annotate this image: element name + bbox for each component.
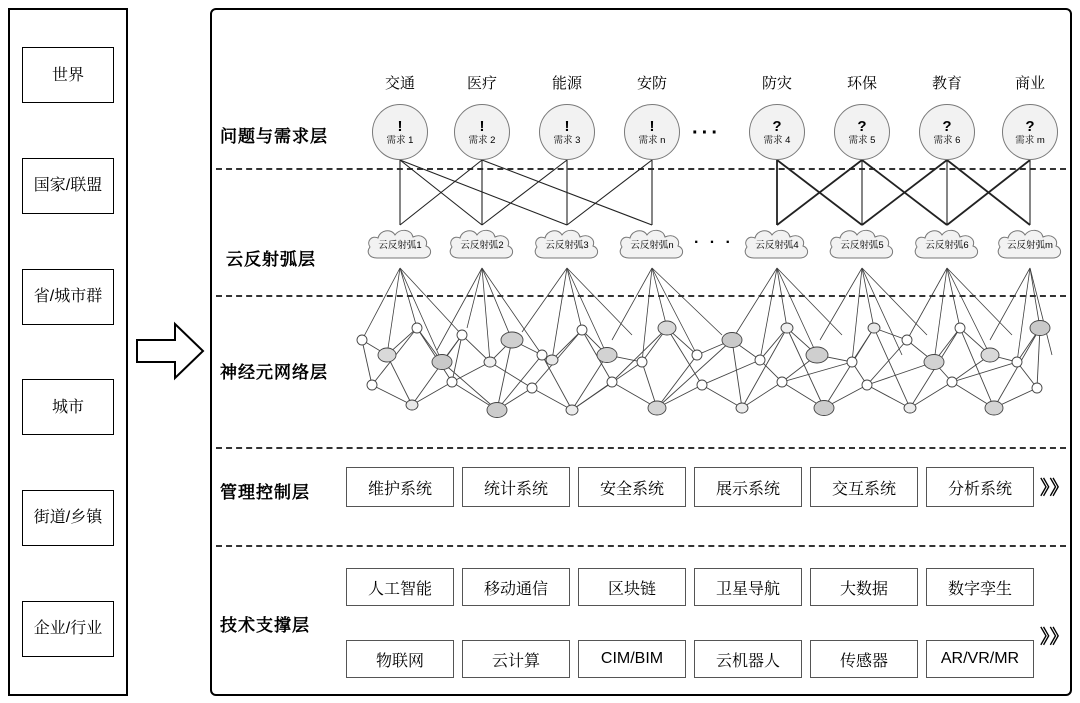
question-icon: ? [772, 117, 782, 135]
domain-label-commerce: 商业 [1014, 75, 1045, 92]
cloud-reflex-arc-node-6[interactable]: 云反射弧6 [910, 224, 984, 266]
technology-ai[interactable]: 人工智能 [346, 568, 454, 606]
demand-node-1[interactable]: ! 需求 1 [372, 104, 428, 160]
domain-label-disaster: 防灾 [761, 75, 792, 92]
technology-ar-vr-mr[interactable]: AR/VR/MR [926, 640, 1034, 678]
hierarchy-level-country[interactable]: 国家/联盟 [22, 158, 114, 214]
hierarchy-level-world[interactable]: 世界 [22, 47, 114, 103]
cloud-reflex-arc-node-3[interactable]: 云反射弧3 [530, 224, 604, 266]
demand-node-5[interactable]: ? 需求 5 [834, 104, 890, 160]
cloud-reflex-arc-node-n[interactable]: 云反射弧n [615, 224, 689, 266]
layer-title-technology: 技术支撑层 [220, 616, 310, 635]
demand-node-6[interactable]: ? 需求 6 [919, 104, 975, 160]
domain-label-transport: 交通 [384, 75, 415, 92]
management-system-maintenance[interactable]: 维护系统 [346, 467, 454, 507]
demand-node-4[interactable]: ? 需求 4 [749, 104, 805, 160]
management-system-display[interactable]: 展示系统 [694, 467, 802, 507]
exclamation-icon: ! [397, 117, 403, 135]
right-arrow-icon [135, 320, 205, 382]
technology-satellite-nav[interactable]: 卫星导航 [694, 568, 802, 606]
separator-neuron-management [216, 447, 1066, 449]
separator-management-technology [216, 545, 1066, 547]
domain-label-security: 安防 [636, 75, 667, 92]
exclamation-icon: ! [649, 117, 655, 135]
technology-big-data[interactable]: 大数据 [810, 568, 918, 606]
demand-ellipsis: ··· [692, 122, 721, 144]
technology-blockchain[interactable]: 区块链 [578, 568, 686, 606]
domain-label-medical: 医疗 [466, 75, 497, 92]
technology-cim-bim[interactable]: CIM/BIM [578, 640, 686, 678]
technology-cloud-computing[interactable]: 云计算 [462, 640, 570, 678]
domain-label-education: 教育 [931, 75, 962, 92]
technology-more-chevrons[interactable]: 》》 [1040, 627, 1069, 648]
question-icon: ? [857, 117, 867, 135]
technology-iot[interactable]: 物联网 [346, 640, 454, 678]
technology-digital-twin[interactable]: 数字孪生 [926, 568, 1034, 606]
layer-title-neuron: 神经元网络层 [220, 363, 328, 382]
cloud-reflex-arc-node-1[interactable]: 云反射弧1 [363, 224, 437, 266]
layer-title-demand: 问题与需求层 [220, 127, 328, 146]
framework-panel [210, 8, 1072, 696]
domain-label-environment: 环保 [846, 75, 877, 92]
demand-node-2[interactable]: ! 需求 2 [454, 104, 510, 160]
separator-demand-cloud [216, 168, 1066, 170]
hierarchy-level-city[interactable]: 城市 [22, 379, 114, 435]
management-system-security[interactable]: 安全系统 [578, 467, 686, 507]
question-icon: ? [1025, 117, 1035, 135]
separator-cloud-neuron [216, 295, 1066, 297]
technology-cloud-robotics[interactable]: 云机器人 [694, 640, 802, 678]
layer-title-cloud: 云反射弧层 [226, 250, 316, 269]
management-system-statistics[interactable]: 统计系统 [462, 467, 570, 507]
demand-node-n[interactable]: ! 需求 n [624, 104, 680, 160]
management-system-interaction[interactable]: 交互系统 [810, 467, 918, 507]
hierarchy-level-street[interactable]: 街道/乡镇 [22, 490, 114, 546]
hierarchy-level-province[interactable]: 省/城市群 [22, 269, 114, 325]
management-more-chevrons[interactable]: 》》 [1040, 478, 1069, 499]
domain-label-energy: 能源 [551, 75, 582, 92]
technology-sensors[interactable]: 传感器 [810, 640, 918, 678]
layer-title-management: 管理控制层 [220, 483, 310, 502]
administrative-hierarchy-panel [8, 8, 128, 696]
demand-node-m[interactable]: ? 需求 m [1002, 104, 1058, 160]
cloud-reflex-arc-node-4[interactable]: 云反射弧4 [740, 224, 814, 266]
question-icon: ? [942, 117, 952, 135]
demand-node-3[interactable]: ! 需求 3 [539, 104, 595, 160]
technology-mobile-comm[interactable]: 移动通信 [462, 568, 570, 606]
cloud-reflex-arc-node-5[interactable]: 云反射弧5 [825, 224, 899, 266]
management-system-analysis[interactable]: 分析系统 [926, 467, 1034, 507]
cloud-reflex-arc-node-2[interactable]: 云反射弧2 [445, 224, 519, 266]
exclamation-icon: ! [564, 117, 570, 135]
hierarchy-level-enterprise[interactable]: 企业/行业 [22, 601, 114, 657]
cloud-ellipsis: · · · [694, 234, 734, 251]
exclamation-icon: ! [479, 117, 485, 135]
cloud-reflex-arc-node-m[interactable]: 云反射弧m [993, 224, 1067, 266]
